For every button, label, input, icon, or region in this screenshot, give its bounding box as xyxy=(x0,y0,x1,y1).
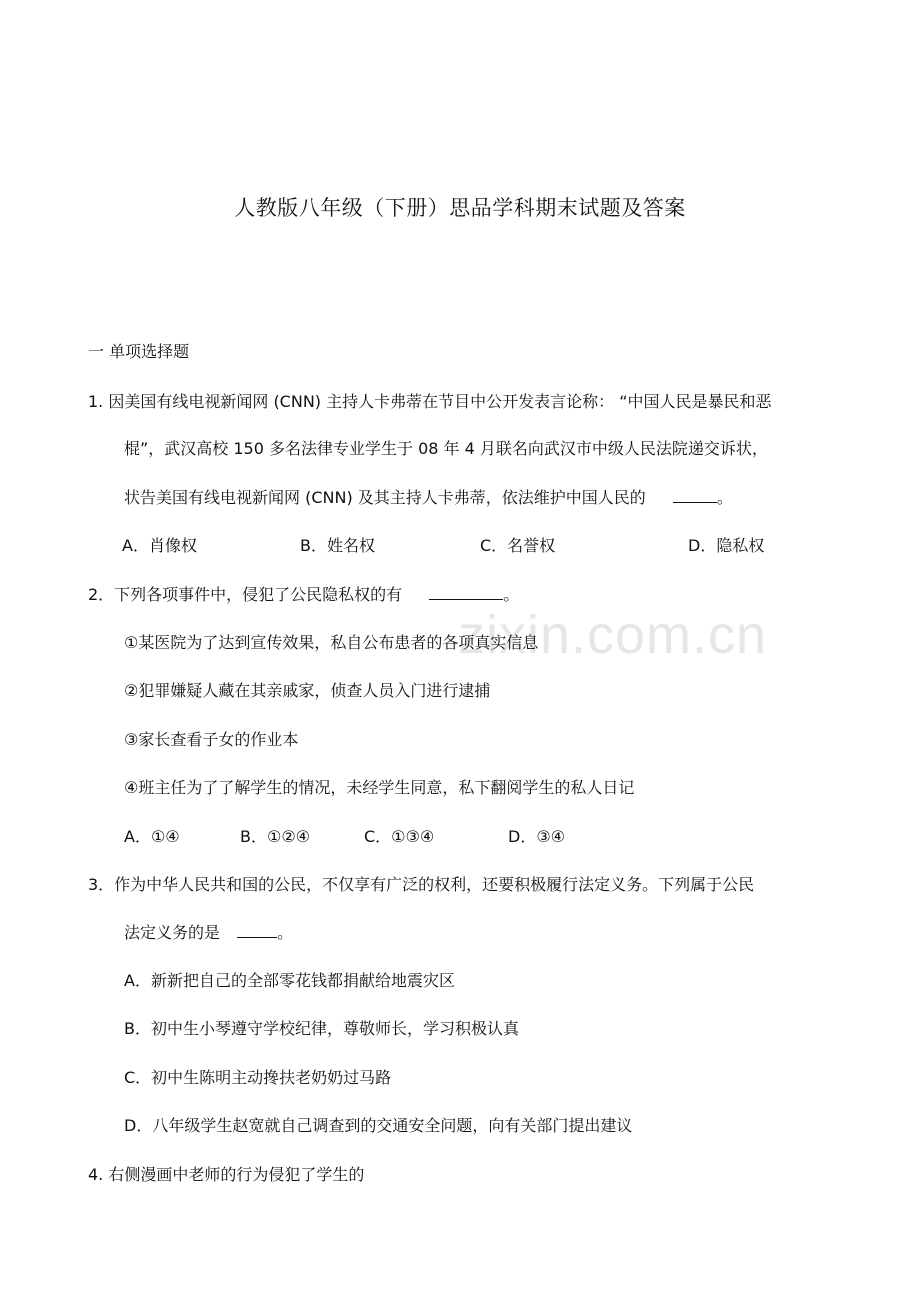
section-heading: 一 单项选择题 xyxy=(88,342,190,361)
q2-item-1: ①某医院为了达到宣传效果，私自公布患者的各项真实信息 xyxy=(124,633,539,652)
q1-option-a: A．肖像权 xyxy=(122,536,197,555)
q4-stem: 4. 右侧漫画中老师的行为侵犯了学生的 xyxy=(88,1165,365,1184)
q2-item-4: ④班主任为了了解学生的情况，未经学生同意，私下翻阅学生的私人日记 xyxy=(124,778,635,797)
q2-item-2: ②犯罪嫌疑人藏在其亲戚家，侦查人员入门进行逮捕 xyxy=(124,681,491,700)
watermark-logo: zixin.com.cn xyxy=(458,605,768,665)
q2-item-3: ③家长查看子女的作业本 xyxy=(124,730,299,749)
q2-stem xyxy=(88,583,519,606)
q2-stem-end: 。 xyxy=(503,585,520,604)
q1-stem-line-3 xyxy=(124,486,733,509)
q3-option-a: A．新新把自己的全部零花钱都捐献给地震灾区 xyxy=(124,971,455,990)
q2-option-a: A．①④ xyxy=(124,827,180,846)
answer-blank xyxy=(429,583,503,600)
q3-stem-line-2 xyxy=(124,921,293,944)
q1-option-b: B．姓名权 xyxy=(300,536,375,555)
page-title: 人教版八年级（下册）思品学科期末试题及答案 xyxy=(234,196,686,220)
q2-stem-text: 2．下列各项事件中，侵犯了公民隐私权的有 xyxy=(88,585,403,604)
q1-option-c: C．名誉权 xyxy=(480,536,556,555)
q3-stem-line-2-end: 。 xyxy=(277,923,294,942)
answer-blank xyxy=(673,486,717,503)
answer-blank xyxy=(237,921,277,938)
q2-option-b: B．①②④ xyxy=(240,827,311,846)
q2-option-d: D．③④ xyxy=(508,827,566,846)
q3-stem-line-2-text: 法定义务的是 xyxy=(124,923,221,942)
q3-option-d: D．八年级学生赵宽就自己调查到的交通安全问题，向有关部门提出建议 xyxy=(124,1116,633,1135)
q1-stem-line-3-text: 状告美国有线电视新闻网 (CNN) 及其主持人卡弗蒂，依法维护中国人民的 xyxy=(124,488,646,507)
q3-option-c: C．初中生陈明主动搀扶老奶奶过马路 xyxy=(124,1068,392,1087)
q1-stem-line-1: 1. 因美国有线电视新闻网 (CNN) 主持人卡弗蒂在节目中公开发表言论称： “中国人民是暴民和恶 xyxy=(88,392,772,411)
q3-option-b: B．初中生小琴遵守学校纪律，尊敬师长，学习积极认真 xyxy=(124,1019,519,1038)
q1-stem-line-3-end: 。 xyxy=(716,488,733,507)
q1-stem-line-2: 棍”，武汉高校 150 多名法律专业学生于 08 年 4 月联名向武汉市中级人民法院递交诉状， xyxy=(124,439,768,458)
q2-option-c: C．①③④ xyxy=(364,827,435,846)
q3-stem-line-1: 3．作为中华人民共和国的公民，不仅享有广泛的权利，还要积极履行法定义务。下列属于公民 xyxy=(88,875,755,894)
q1-option-d: D．隐私权 xyxy=(688,536,765,555)
